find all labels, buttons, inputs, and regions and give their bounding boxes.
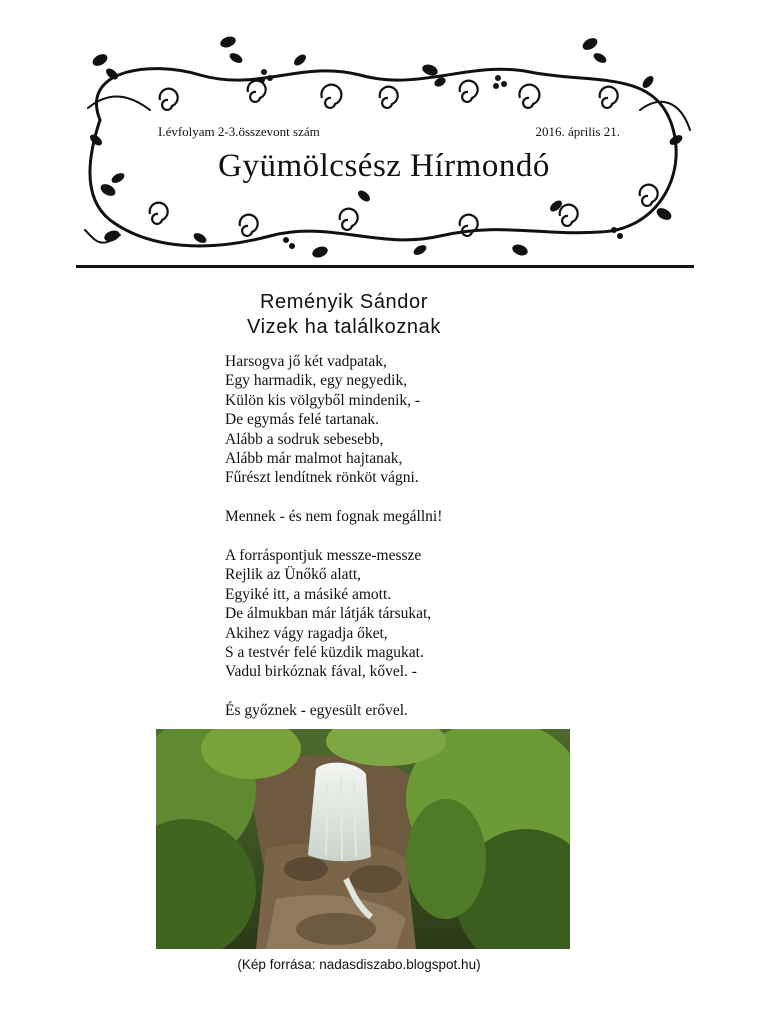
photo-caption: (Kép forrása: nadasdiszabo.blogspot.hu): [237, 957, 481, 972]
poem-title: Vizek ha találkoznak: [247, 316, 441, 338]
masthead: [0, 0, 768, 280]
stanza: [225, 546, 625, 682]
poem-line: De álmukban már látják társukat,: [225, 605, 432, 623]
poem-author: Reményik Sándor: [260, 291, 428, 313]
stanza: [225, 701, 625, 720]
poem-line: Alább a sodruk sebesebb,: [225, 430, 384, 448]
poem-line: És győznek - egyesült erővel.: [225, 702, 408, 720]
stanza: [225, 352, 625, 488]
poem-line: S a testvér felé küzdik magukat.: [225, 644, 424, 662]
poem-body: [225, 352, 625, 740]
poem-line: A forráspontjuk messze-messze: [225, 547, 422, 565]
poem-line: Harsogva jő két vadpatak,: [225, 353, 387, 370]
poem-line: Egy harmadik, egy negyedik,: [225, 372, 408, 390]
poem-line: Vadul birkóznak fával, kővel. -: [225, 663, 417, 681]
poem-line: Mennek - és nem fognak megállni!: [225, 508, 443, 526]
poem-line: Rejlik az Ünőkő alatt,: [225, 566, 362, 584]
issue-info: I.évfolyam 2-3.összevont szám: [158, 124, 320, 139]
poem-line: Külön kis völgyből mindenik, -: [225, 391, 421, 409]
stanza: [225, 507, 625, 526]
poem-line: Akihez vágy ragadja őket,: [225, 624, 388, 642]
newsletter-title: Gyümölcsész Hírmondó: [218, 148, 550, 184]
poem-line: Alább már malmot hajtanak,: [225, 450, 403, 468]
poem-line: Egyiké itt, a másiké amott.: [225, 585, 392, 603]
waterfall-photo: [156, 729, 570, 949]
poem-line: De egymás felé tartanak.: [225, 411, 380, 429]
floral-vine-border: [0, 0, 768, 280]
header-divider: [76, 265, 694, 268]
poem-line: Fűrészt lendítnek rönköt vágni.: [225, 469, 419, 487]
issue-date: 2016. április 21.: [535, 124, 620, 139]
